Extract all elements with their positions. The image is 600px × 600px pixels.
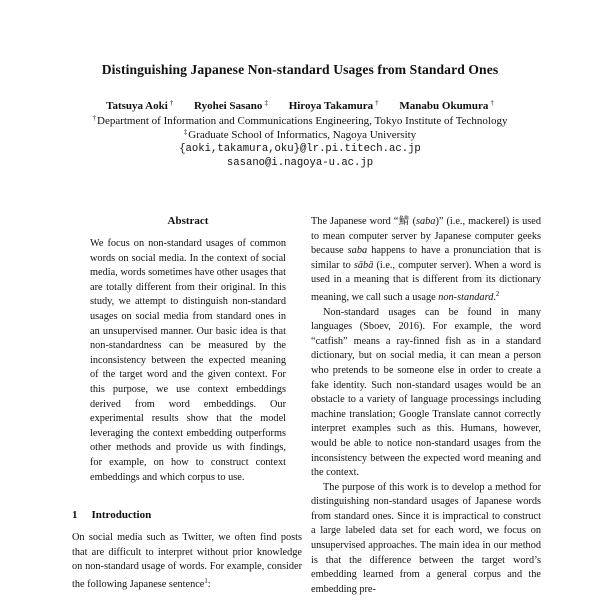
italic-term: saba [347, 245, 368, 257]
author-2 [194, 100, 268, 112]
text-run: )” (i.e., mackerel) is used to mean computer server by Japanese computer geeks because [311, 216, 541, 257]
author-name: Hiroya Takamura [288, 100, 374, 112]
footnote-mark: 2 [495, 290, 500, 298]
author-name: Tatsuya Aoki [106, 100, 168, 112]
affiliation-mark: † [375, 99, 379, 107]
text-run: (i.e., computer server). When a word is used in a meaning that is different from its dictionary meaning, we call such a usage [311, 259, 541, 303]
introduction-paragraph [72, 531, 302, 592]
affiliation-text: Graduate School of Informatics, Nagoya University [188, 129, 417, 141]
affiliation-mark: ‡ [264, 99, 268, 107]
right-column [311, 215, 541, 597]
paragraph-catfish: Non-standard usages can be found in many languages (Sboev, 2016). For example, the word “catfish” means a ray-finned fish as in a standard dictionary, but on social media, it can mean a person who pretends to be someone else in order to create a fake identity. Such non-standard usages would be an obstacle to a variety of language processings including machine translation; Google Translate cannot correctly interpret examples such as this. Humans, however, would be able to notice non-standard usages from the inconsistency between the expected word meaning and the context. [311, 306, 541, 479]
text-run: happens to have a pronunciation that is similar to [311, 245, 541, 271]
section-heading-introduction [72, 509, 302, 521]
affiliation-2 [0, 128, 600, 141]
intro-text-end: : [207, 578, 211, 590]
author-list [0, 99, 600, 112]
section-number: 1 [72, 509, 78, 521]
paragraph-purpose: The purpose of this work is to develop a method for distinguishing non-standard usages of Japanese words from standard ones. Since it is impractical to construct a large labeled data set for each word, we focus on unsupervised approaches. The main idea in our method is that the difference between the target word’s embedding learned from a general corpus and the embedding pre- [311, 481, 541, 595]
abstract-text: We focus on non-standard usages of common words on social media. In the context of social media, words sometimes have other usages that are totally different from their original. In this study, we attempt to distinguish non-standard usages on social media from standard ones in an unsupervised manner. Our basic idea is that non-standardness can be measured by the inconsistency between the expected meaning of the target word and the given context. For this purpose, we use context embeddings derived from word embeddings. Our experimental results show that the model leveraging the context embedding outperforms other methods and provide us with findings, for example, on how to construct context embeddings and which corpus to use. [90, 238, 286, 483]
text-run: . [493, 291, 496, 303]
affiliation-1 [0, 114, 600, 127]
abstract-heading: Abstract [167, 215, 209, 227]
italic-term: non-standard [438, 291, 494, 303]
affiliation-mark: † [169, 99, 174, 107]
affiliation-text: Department of Information and Communications Engineering, Tokyo Institute of Technology [97, 115, 508, 127]
text-run: The Japanese word “鯖 ( [311, 216, 416, 227]
affiliation-mark: ‡ [183, 128, 188, 136]
intro-text: On social media such as Twitter, we often find posts that are difficult to interpret without prior knowledge on non-standard usage of words. For example, consider the following Japanese sentence [72, 532, 302, 590]
author-name: Manabu Okumura [399, 100, 489, 112]
italic-term: saba [416, 216, 436, 227]
email-1: {aoki,takamura,oku}@lr.pi.titech.ac.jp [179, 143, 421, 155]
paragraph-saba [311, 215, 541, 306]
author-name: Ryohei Sasano [194, 100, 263, 112]
footnote-mark: 1 [204, 577, 208, 585]
author-4 [399, 100, 493, 112]
author-3 [289, 100, 379, 112]
italic-term: sābā [353, 259, 374, 271]
paper-title: Distinguishing Japanese Non-standard Usages from Standard Ones [101, 62, 499, 77]
email-2: sasano@i.nagoya-u.ac.jp [226, 157, 374, 169]
section-title: Introduction [91, 509, 152, 521]
affiliation-mark: † [490, 99, 494, 107]
author-1 [106, 100, 173, 112]
affiliation-mark: † [92, 114, 96, 122]
